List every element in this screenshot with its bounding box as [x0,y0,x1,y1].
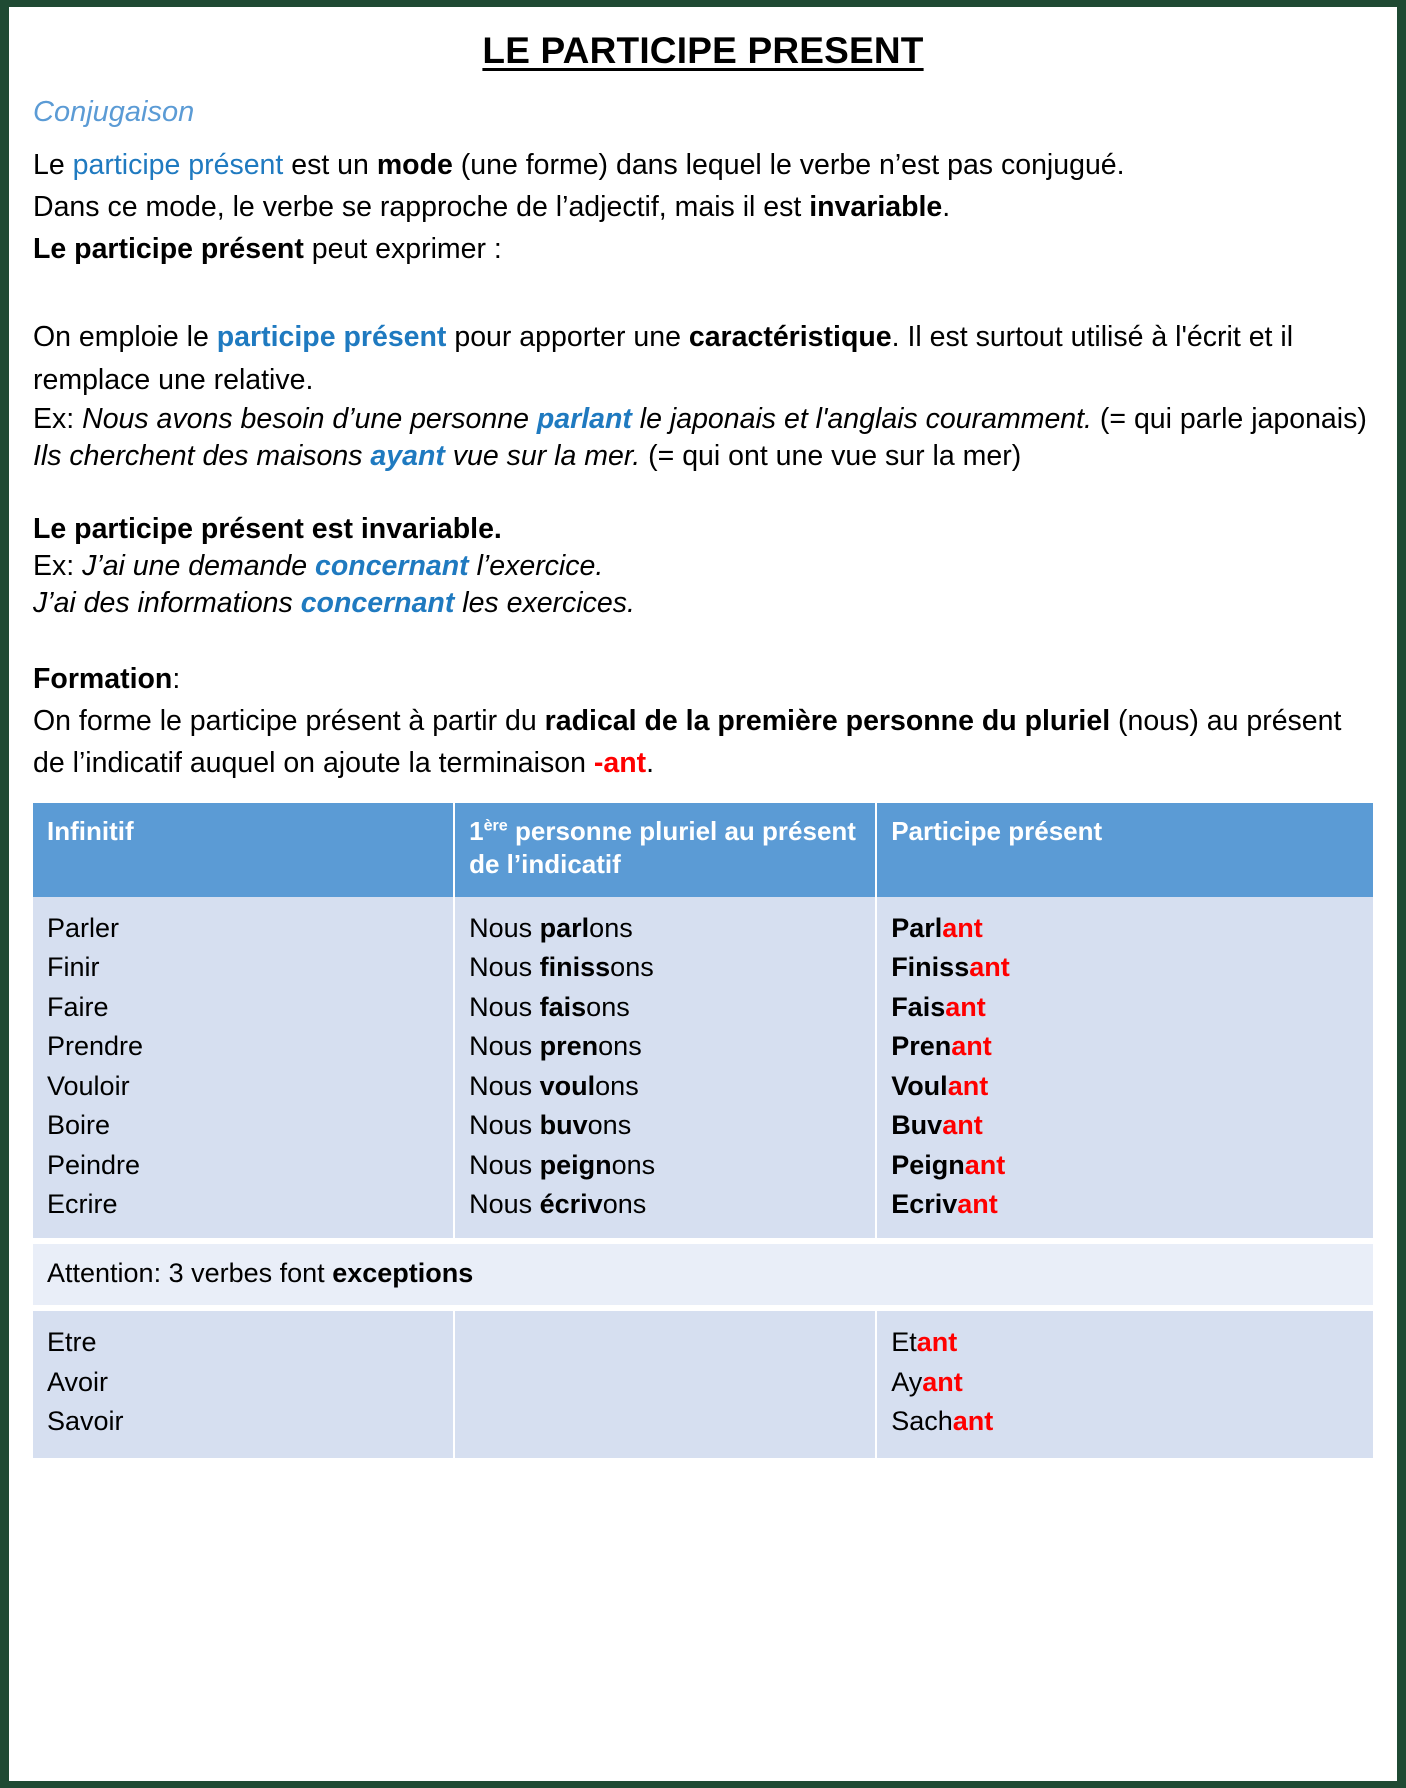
intro-paragraph-3 [33,228,1373,270]
intro-text-3rest: peut exprimer : [303,233,502,266]
invariable-heading [33,511,1373,548]
cell-premiere-personne [455,897,877,1238]
nous-ending: ons [611,1149,656,1180]
formation-heading [33,658,1373,700]
infinitif-text: Vouloir [47,1070,130,1101]
nous-prefix: Nous [469,1031,540,1062]
exception-infinitif-item [47,1363,439,1402]
participe-ending: ant [947,1070,989,1101]
exception-participe-ending: ant [916,1327,958,1358]
table-main-row [33,897,1373,1238]
formation-text-b: (nous) au présent de l’indicatif auquel on ajoute la terminaison [33,705,1342,780]
nous-form-item [469,948,861,987]
table-header-premiere-personne [455,803,877,898]
participe-ending: ant [951,1031,992,1062]
participe-ending: ant [942,1110,983,1141]
nous-form-item [469,1185,861,1224]
infinitif-item [47,1146,439,1185]
infinitif-item [47,988,439,1027]
invariable-example-1-highlight-concernant: concernant [315,549,469,582]
usage-example-1 [33,401,1373,438]
infinitif-item [47,1185,439,1224]
formation-heading-colon: : [172,663,181,696]
invariable-example-2-text-a: J’ai des informations [33,586,301,619]
formation-heading-text: Formation [33,663,173,696]
participe-item [891,988,1359,1027]
page-content [9,7,1397,1458]
infinitif-text: Finir [47,952,100,983]
nous-form-item [469,1146,861,1185]
table-body [33,897,1373,1458]
exception-participe-stem: Et [891,1327,917,1358]
usage-example-1-text-a: Nous avons besoin d’une personne [82,402,537,435]
header-col2-rest: personne pluriel au présent de l’indicatif [469,815,856,879]
formation-bold-radical: radical de la première personne du pluriel [544,705,1111,738]
exception-participe-ending: ant [952,1406,994,1437]
participe-item [891,1185,1359,1224]
spacer-after-intro [33,270,1373,316]
nous-ending: ons [602,1188,647,1219]
nous-prefix: Nous [469,952,540,983]
infinitif-text: Parler [47,913,120,944]
cell-exception-empty [455,1311,877,1457]
nous-prefix: Nous [469,1110,540,1141]
nous-ending: ons [595,1070,639,1101]
usage-text-b: pour apporter une [446,321,689,354]
exception-participe-item [891,1323,1359,1362]
participe-stem: Ecriv [891,1188,958,1219]
intro-bold-mode: mode [376,148,453,181]
nous-stem: écriv [539,1188,603,1219]
participe-stem: Finiss [891,952,970,983]
cell-infinitifs [33,897,455,1238]
usage-text-c: . Il est surtout utilisé à l'écrit et il remplace une relative. [33,321,1294,396]
nous-ending: ons [589,913,633,944]
table-header-row [33,803,1373,898]
participe-stem: Buv [891,1110,943,1141]
intro-paragraph-1 [33,144,1373,186]
usage-example-2 [33,438,1373,475]
page-title: LE PARTICIPE PRESENT [482,30,924,71]
table-header [33,803,1373,898]
exception-infinitif-text: Etre [47,1327,97,1358]
usage-example-2-text-b: vue sur la mer. [444,439,641,472]
usage-example-2-text-a: Ils cherchent des maisons [33,439,371,472]
participe-item [891,1146,1359,1185]
nous-stem: fais [539,991,587,1022]
usage-text-a: On emploie le [33,321,217,354]
table-header-participe-present: Participe présent [877,803,1373,898]
cell-exception-infinitifs [33,1311,455,1457]
nous-stem: peign [539,1149,612,1180]
participe-item [891,1067,1359,1106]
infinitif-text: Prendre [47,1031,144,1062]
infinitif-item [47,1027,439,1066]
attention-bold-exceptions: exceptions [332,1258,474,1289]
spacer-after-invariable [33,622,1373,658]
nous-prefix: Nous [469,1188,540,1219]
exception-participe-item [891,1402,1359,1441]
participe-ending: ant [942,913,983,944]
usage-bold-caracteristique: caractéristique [688,321,892,354]
section-heading-conjugaison: Conjugaison [33,95,195,128]
conjugation-table [33,803,1373,1458]
intro-text-1a: Le [33,148,73,181]
intro-text-2b: . [942,191,951,224]
nous-form-item [469,988,861,1027]
exception-infinitif-item [47,1323,439,1362]
intro-bold-participe-present: Le participe présent [33,233,304,266]
table-exceptions-row [33,1311,1373,1457]
infinitif-text: Peindre [47,1149,141,1180]
cell-exception-participes [877,1311,1373,1457]
nous-stem: finiss [539,952,611,983]
participe-stem: Peign [891,1149,965,1180]
formation-paragraph [33,700,1373,784]
nous-stem: buv [539,1110,588,1141]
participe-item [891,1106,1359,1145]
usage-example-1-gloss: (= qui parle japonais) [1091,402,1367,435]
exception-participe-ending: ant [922,1366,963,1397]
participe-item [891,1027,1359,1066]
exception-participe-stem: Ay [891,1366,923,1397]
table-attention-row [33,1244,1373,1305]
participe-ending: ant [957,1188,998,1219]
usage-example-1-label: Ex: [33,402,83,435]
invariable-example-1-text-a: J’ai une demande [82,549,316,582]
spacer-after-usage [33,475,1373,511]
participe-stem: Pren [891,1031,952,1062]
exception-infinitif-text: Avoir [47,1366,109,1397]
usage-example-2-highlight-ayant: ayant [370,439,445,472]
exception-participe-stem: Sach [891,1406,953,1437]
intro-text-2a: Dans ce mode, le verbe se rapproche de l’adjectif, mais il est [33,191,810,224]
exception-infinitif-text: Savoir [47,1406,124,1437]
participe-stem: Voul [891,1070,948,1101]
infinitif-text: Boire [47,1110,111,1141]
invariable-heading-text: Le participe présent est invariable. [33,512,502,545]
header-col2-number: 1 [469,815,484,846]
invariable-example-2-highlight-concernant: concernant [300,586,455,619]
exception-participe-item [891,1363,1359,1402]
nous-prefix: Nous [469,1149,540,1180]
invariable-example-2 [33,585,1373,622]
formation-text-a: On forme le participe présent à partir du [33,705,545,738]
invariable-example-1-text-b: l’exercice. [468,549,604,582]
participe-ending: ant [964,1149,1006,1180]
formation-text-c: . [646,747,655,780]
formation-red-ant: -ant [593,747,647,780]
intro-highlight-participe-present: participe présent [72,148,284,181]
infinitif-item [47,948,439,987]
nous-stem: voul [539,1070,596,1101]
nous-ending: ons [610,952,654,983]
nous-prefix: Nous [469,991,540,1022]
intro-bold-invariable: invariable [809,191,943,224]
nous-ending: ons [598,1031,642,1062]
participe-ending: ant [969,952,1010,983]
participe-item [891,948,1359,987]
invariable-example-1-label: Ex: [33,549,83,582]
infinitif-text: Ecrire [47,1188,118,1219]
cell-participes [877,897,1373,1238]
infinitif-item [47,909,439,948]
table-header-infinitif: Infinitif [33,803,455,898]
usage-highlight-participe-present: participe présent [216,321,447,354]
nous-prefix: Nous [469,913,540,944]
infinitif-item [47,1067,439,1106]
intro-text-1c: (une forme) dans lequel le verbe n’est pas conjugué. [452,148,1125,181]
invariable-example-2-text-b: les exercices. [454,586,635,619]
exception-infinitif-item [47,1402,439,1441]
usage-example-1-highlight-parlant: parlant [536,402,632,435]
usage-example-1-text-b: le japonais et l'anglais couramment. [631,402,1092,435]
nous-form-item [469,1067,861,1106]
participe-stem: Fais [891,991,946,1022]
participe-item [891,909,1359,948]
nous-form-item [469,909,861,948]
attention-cell [33,1244,1373,1305]
intro-paragraph-2 [33,186,1373,228]
nous-prefix: Nous [469,1070,540,1101]
intro-text-1b: est un [283,148,377,181]
participe-stem: Parl [891,913,943,944]
nous-ending: ons [586,991,630,1022]
infinitif-item [47,1106,439,1145]
usage-paragraph [33,316,1373,400]
nous-ending: ons [587,1110,632,1141]
nous-form-item [469,1106,861,1145]
participe-ending: ant [945,991,986,1022]
usage-example-2-gloss: (= qui ont une vue sur la mer) [640,439,1022,472]
nous-stem: parl [539,913,590,944]
attention-text: Attention: 3 verbes font [47,1258,333,1289]
header-col2-superscript: ère [483,815,508,834]
invariable-example-1 [33,548,1373,585]
nous-stem: pren [539,1031,599,1062]
infinitif-text: Faire [47,991,109,1022]
nous-form-item [469,1027,861,1066]
